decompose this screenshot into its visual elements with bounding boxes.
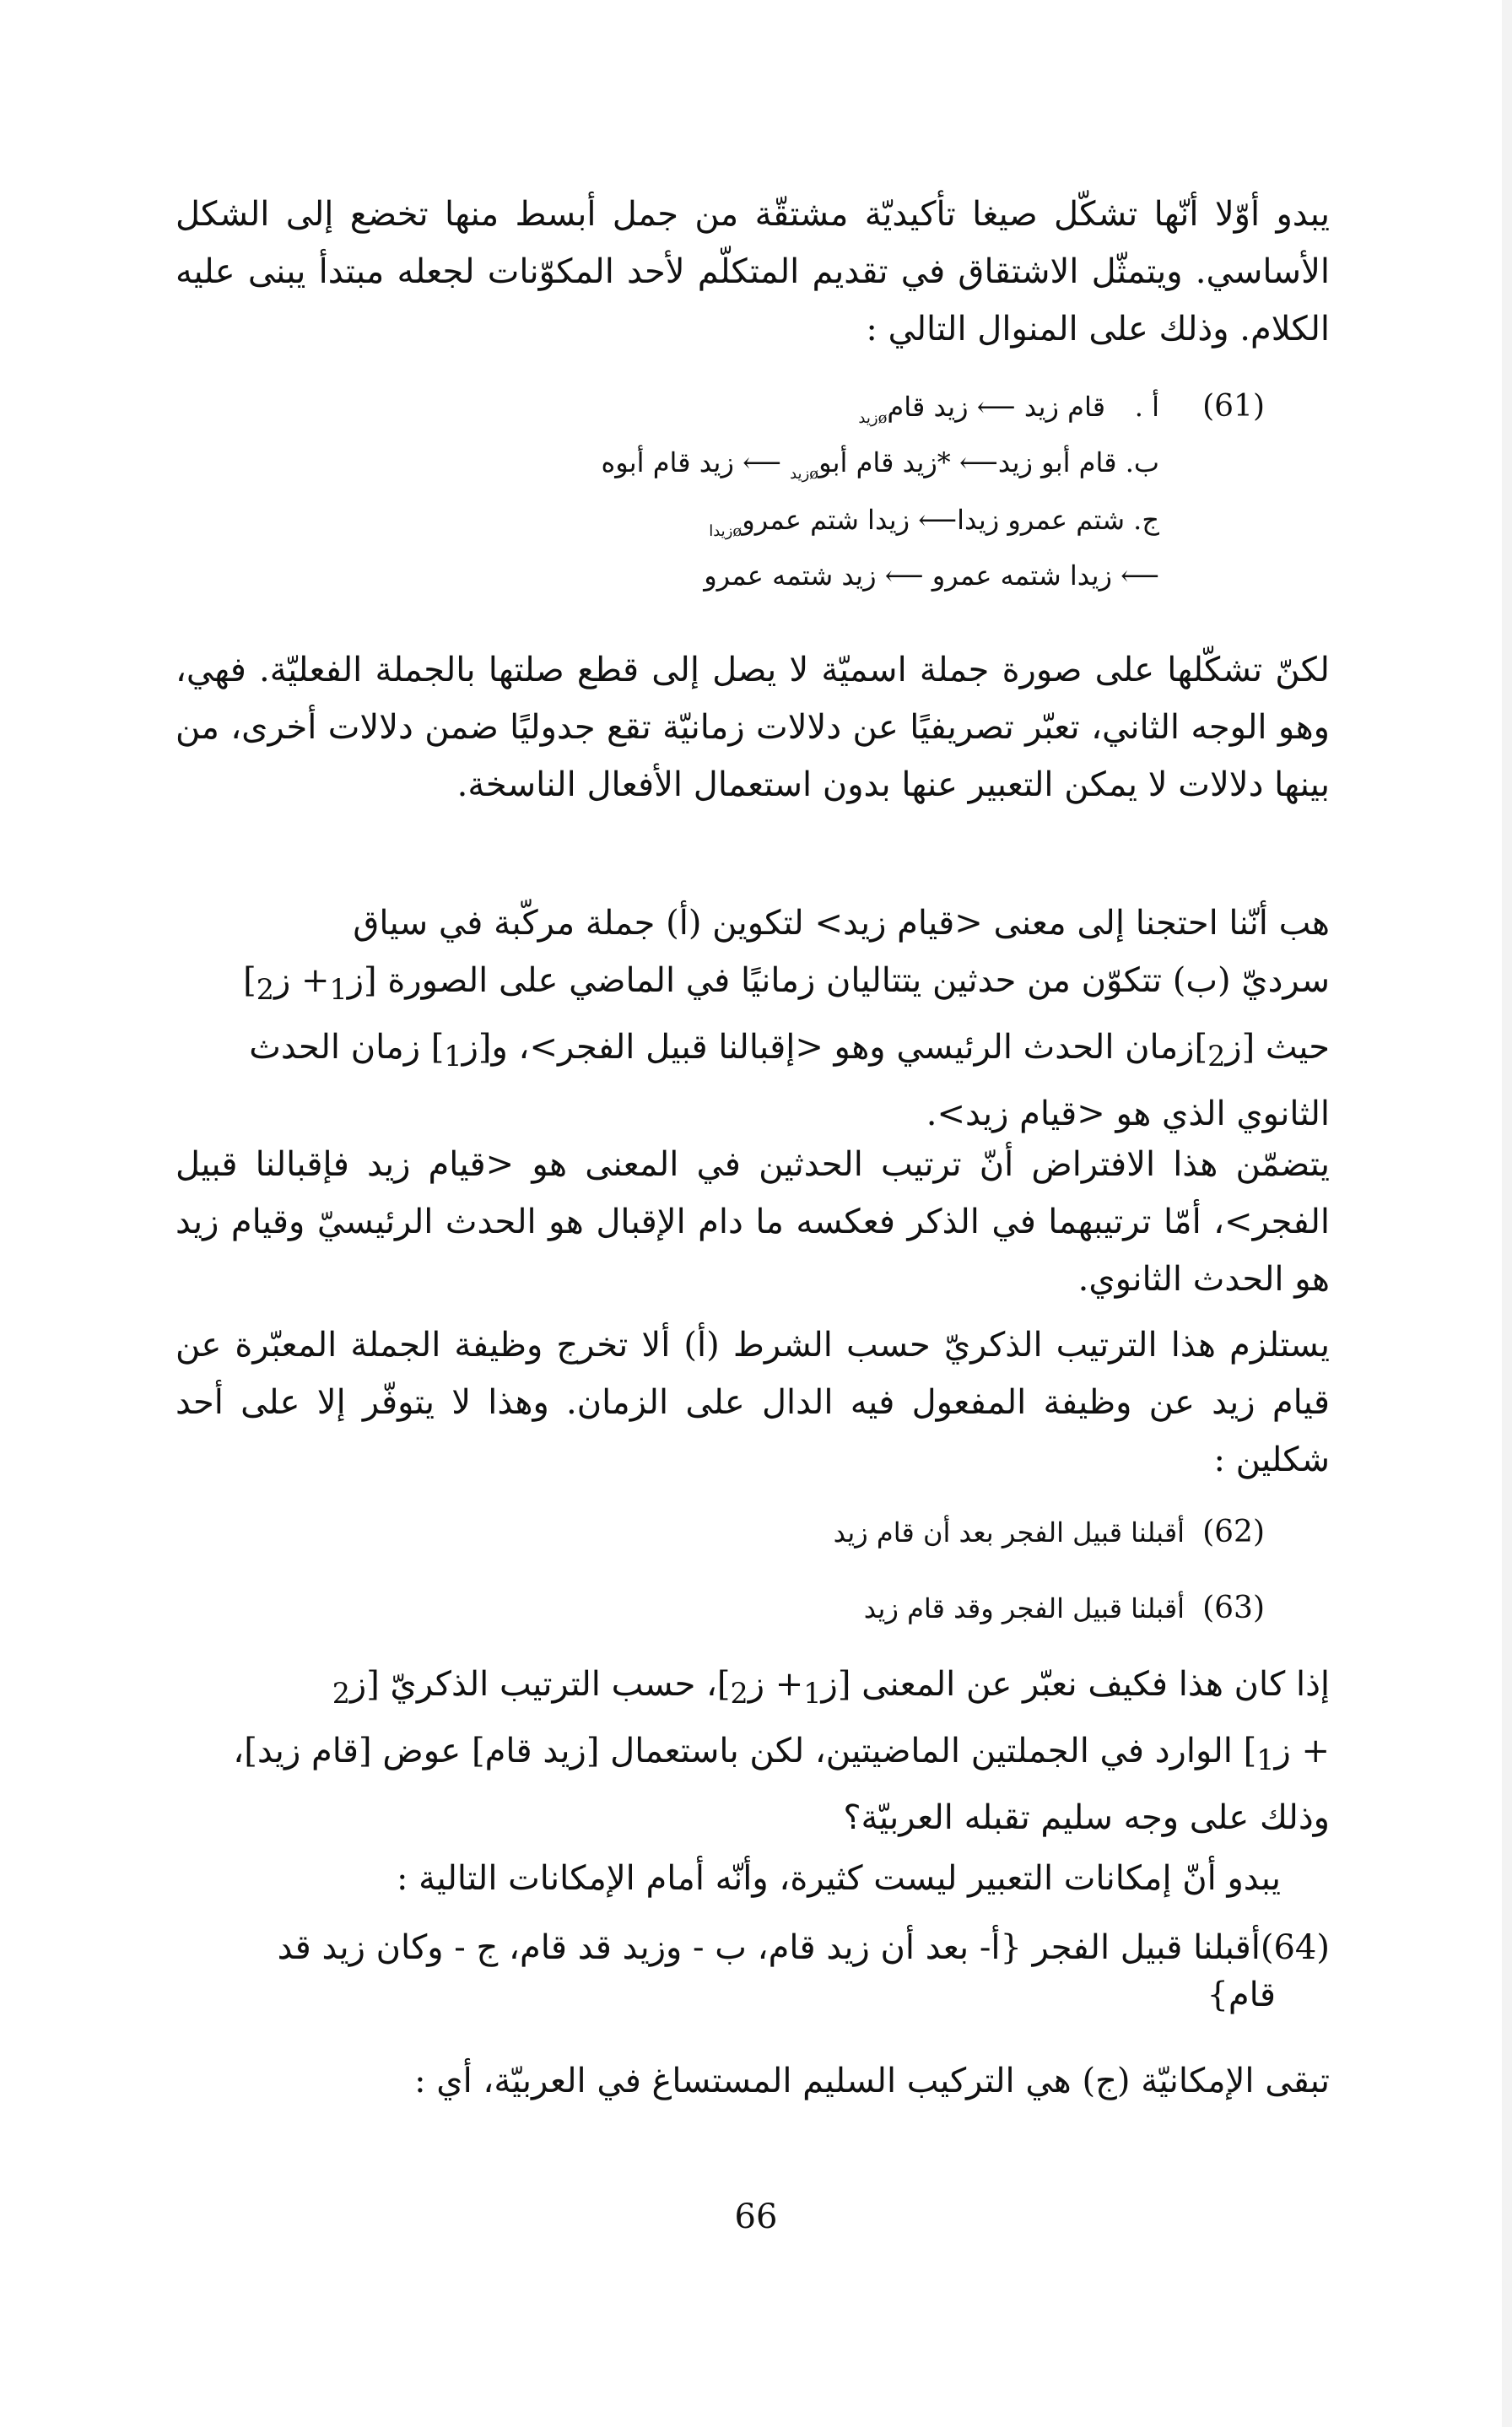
paragraph-question [176,1656,1330,1846]
example-61-number: (61) [1202,389,1265,424]
question-line-2: + ز$_1$] الوارد في الجملتين الماضيتين، لكن باستعمال [زيد قام] عوض [قام زيد]، [233,1732,1330,1776]
question-line-1: إذا كان هذا فكيف نعبّر عن المعنى [ز$_1$+ ز$_2$]، حسب الترتيب الذكريّ [ز$_2$ [332,1665,1330,1710]
example-61-b-text2: ⟵ زيد قام أبوه [601,446,781,478]
example-64-line-1 [176,1924,1330,1971]
example-61-d-line: ⟵ زيدا شتمه عمرو ⟵ زيد شتمه عمرو [704,559,1159,592]
paragraph-intro: يبدو أوّلا أنّها تشكّل صيغا تأكيديّة مشتقّة من جمل أبسط منها تخضع إلى الشكل الأساسي. ويتمثّل الاشتقاق في تقديم المتكلّم لأحد المكوّنات لجعله مبتدأ يبنى عليه الكلام. وذلك على المنوال التالي : [176,195,1330,349]
paragraph-hypothesis [176,895,1330,1143]
paragraph-nominal: لكنّ تشكّلها على صورة جملة اسميّة لا يصل إلى قطع صلتها بالجملة الفعليّة. فهي، وهو الوجه الثاني، تعبّر تصريفيًا عن دلالات زمانيّة تقع جدوليًا ضمن دلالات أخرى، من بينها دلالات لا يمكن التعبير عنها بدون استعمال الأفعال الناسخة. [176,651,1330,804]
hypothesis-line-4: الثانوي الذي هو <قيام زيد>. [926,1095,1330,1133]
paragraph-implication: يتضمّن هذا الافتراض أنّ ترتيب الحدثين في المعنى هو <قيام زيد فإقبالنا قبيل الفجر>، أمّا ترتيبهما في الذكر فعكسه ما دام الإقبال هو الحدث الرئيسيّ وقيام زيد هو الحدث الثانوي. [176,1145,1330,1299]
example-64-number: (64) [1260,1928,1330,1967]
example-61-a-sub: øزيد [858,409,888,427]
hypothesis-line-2: سرديّ (ب) تتكوّن من حدثين يتتاليان زمانيًا في الماضي على الصورة [ز$_1$+ ز$_2$] [243,961,1330,1006]
example-62-text: أقبلنا قبيل الفجر بعد أن قام زيد [833,1516,1185,1549]
example-64-text: أقبلنا قبيل الفجر {أ- بعد أن زيد قام، ب - وزيد قد قام، ج - وكان زيد قد [277,1928,1261,1967]
example-63-number: (63) [1202,1591,1265,1625]
page-number: 66 [734,2197,778,2236]
hypothesis-line-1: هب أنّنا احتجنا إلى معنى <قيام زيد> لتكوين (أ) جملة مركّبة في سياق [353,904,1330,943]
example-62-number: (62) [1202,1515,1265,1549]
example-63-text: أقبلنا قبيل الفجر وقد قام زيد [863,1592,1185,1624]
hypothesis-line-3: حيث [ز$_2$]زمان الحدث الرئيسي وهو <إقبالنا قبيل الفجر>، و[ز$_1$] زمان الحدث [249,1028,1330,1073]
example-61-c-line [434,503,1159,549]
paragraph-conclusion: تبقى الإمكانيّة (ج) هي التركيب السليم المستساغ في العربيّة، أي : [414,2062,1330,2100]
example-61-a-line [633,390,1105,435]
scan-edge [1502,0,1512,2427]
example-61-b-sub: øزيد [790,465,819,483]
example-61-c-sub: øزيدا [709,522,742,540]
example-61-a-label: أ . [1134,391,1159,423]
question-line-3: وذلك على وجه سليم تقبله العربيّة؟ [843,1798,1330,1837]
example-61-c-text: ج. شتم عمرو زيدا⟵ زيدا شتم عمرو [742,504,1159,536]
paragraph-possibilities: يبدو أنّ إمكانات التعبير ليست كثيرة، وأنّه أمام الإمكانات التالية : [396,1859,1281,1898]
example-64-line-2: قام} [1207,1976,1276,2014]
example-61-a-text: قام زيد ⟵ زيد قام [887,391,1105,423]
example-64 [176,1924,1330,2019]
example-61-b-text1: ب. قام أبو زيد⟵ *زيد قام أبو [818,446,1159,478]
example-61-b-line [434,446,1159,491]
paragraph-requirement: يستلزم هذا الترتيب الذكريّ حسب الشرط (أ) ألا تخرج وظيفة الجملة المعبّرة عن قيام زيد عن وظيفة المفعول فيه الدال على الزمان. وهذا لا يتوفّر إلا على أحد شكلين : [176,1326,1330,1479]
